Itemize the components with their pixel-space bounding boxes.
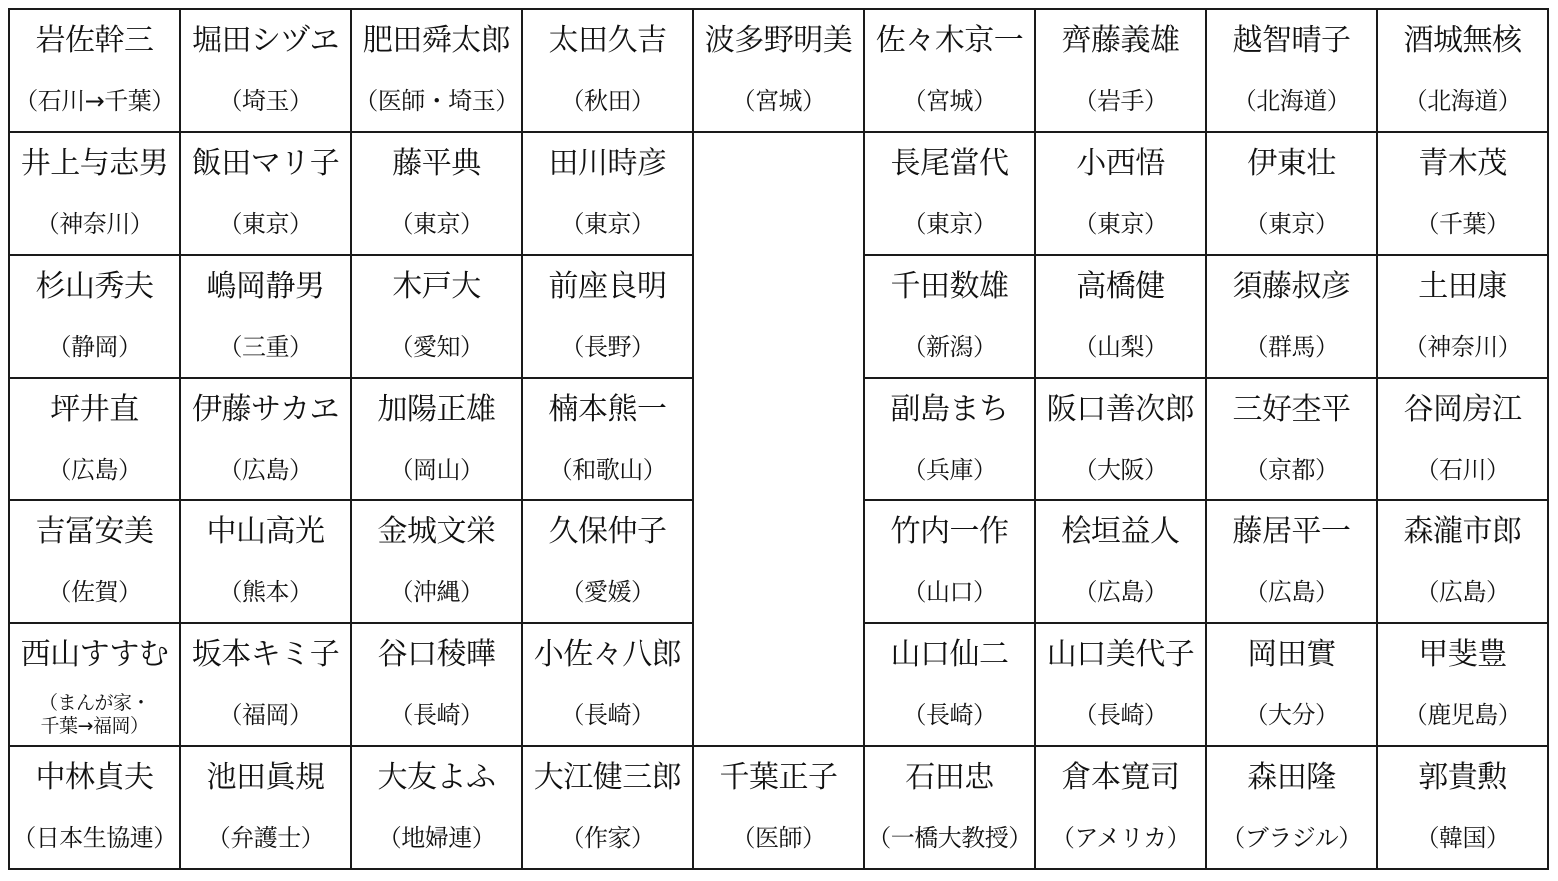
name-cell (351, 9, 522, 132)
name-cell (9, 623, 180, 746)
person-affiliation: （岡山） (389, 455, 484, 484)
person-name: 千葉正子 (719, 760, 838, 796)
name-cell (1377, 255, 1548, 378)
person-name: 郭貴勲 (1418, 760, 1507, 796)
person-affiliation: （日本生協連） (12, 824, 177, 853)
person-name: 長尾當代 (890, 145, 1009, 181)
person-name: 竹内一作 (890, 514, 1009, 550)
person-name: 嶋岡静男 (206, 268, 325, 304)
person-affiliation: （広島） (218, 455, 313, 484)
person-affiliation: （医師） (731, 824, 826, 853)
person-affiliation: （静岡） (47, 332, 142, 361)
person-name: 齊藤義雄 (1061, 23, 1180, 58)
name-cell (864, 746, 1035, 869)
person-affiliation: （宮城） (902, 87, 997, 115)
person-affiliation: （神奈川） (1403, 332, 1522, 361)
name-cell (522, 500, 693, 623)
person-name: 須藤叔彦 (1232, 268, 1351, 304)
person-affiliation: （作家） (560, 824, 655, 853)
person-name: 大江健三郎 (533, 760, 682, 796)
name-cell (1377, 623, 1548, 746)
name-cell (864, 255, 1035, 378)
name-cell (1206, 746, 1377, 869)
name-cell (9, 132, 180, 255)
name-cell (864, 132, 1035, 255)
name-cell (180, 378, 351, 501)
person-name: 越智晴子 (1232, 23, 1351, 58)
name-cell (9, 500, 180, 623)
person-affiliation: （弁護士） (206, 824, 325, 853)
person-affiliation: （愛知） (389, 332, 484, 361)
person-affiliation: （一橋大教授） (867, 824, 1032, 853)
person-affiliation: （北海道） (1403, 87, 1522, 115)
person-affiliation: （宮城） (731, 87, 826, 115)
person-name: 伊藤サカヱ (192, 391, 339, 427)
name-cell (1035, 255, 1206, 378)
person-name: 阪口善次郎 (1046, 391, 1195, 427)
person-affiliation: （新潟） (902, 332, 997, 361)
name-cell (180, 132, 351, 255)
name-cell (1035, 623, 1206, 746)
person-affiliation: （佐賀） (47, 578, 142, 607)
name-cell (864, 9, 1035, 132)
person-name: 田川時彦 (548, 145, 667, 181)
name-cell (522, 746, 693, 869)
grid-row (9, 132, 1548, 255)
name-cell (351, 746, 522, 869)
person-affiliation: （沖縄） (389, 578, 484, 607)
name-cell (180, 746, 351, 869)
person-affiliation: （東京） (1073, 209, 1168, 238)
person-name: 池田眞規 (206, 760, 325, 796)
person-name: 久保仲子 (548, 514, 667, 550)
person-affiliation: （韓国） (1415, 824, 1510, 853)
person-name: 岩佐幹三 (35, 23, 154, 58)
person-affiliation: （山口） (902, 578, 997, 607)
person-affiliation: （長崎） (902, 701, 997, 730)
person-affiliation: （長崎） (1073, 701, 1168, 730)
person-name: 西山すすむ (20, 637, 169, 673)
person-name: 森田隆 (1247, 760, 1336, 796)
person-affiliation: （鹿児島） (1403, 701, 1522, 730)
person-name: 甲斐豊 (1418, 637, 1507, 673)
name-cell (1035, 132, 1206, 255)
person-name: 木戸大 (392, 268, 481, 304)
person-affiliation: （東京） (218, 209, 313, 238)
name-cell (9, 378, 180, 501)
person-affiliation: （広島） (47, 455, 142, 484)
name-cell (351, 132, 522, 255)
person-name: 藤平典 (392, 145, 481, 181)
person-affiliation: （千葉） (1415, 209, 1510, 238)
person-name: 山口仙二 (890, 637, 1009, 673)
person-name: 井上与志男 (20, 145, 169, 181)
person-affiliation: （アメリカ） (1050, 824, 1191, 853)
name-cell (522, 378, 693, 501)
grid-body (9, 9, 1548, 869)
person-affiliation: （岩手） (1073, 87, 1168, 115)
person-affiliation: （埼玉） (218, 87, 313, 115)
name-cell (351, 255, 522, 378)
name-cell (180, 500, 351, 623)
person-affiliation: （東京） (902, 209, 997, 238)
empty-merged-cell (693, 132, 864, 746)
name-cell (1206, 255, 1377, 378)
name-cell (9, 255, 180, 378)
name-cell (1377, 378, 1548, 501)
person-affiliation: （大分） (1244, 701, 1339, 730)
person-affiliation: （神奈川） (35, 209, 154, 238)
name-cell (864, 623, 1035, 746)
person-name: 岡田實 (1247, 637, 1336, 673)
person-name: 倉本寛司 (1061, 760, 1180, 796)
person-name: 堀田シヅヱ (192, 23, 339, 58)
name-cell (522, 132, 693, 255)
person-name: 大友よふ (377, 760, 496, 796)
person-name: 波多野明美 (704, 23, 853, 58)
name-cell (180, 9, 351, 132)
person-affiliation: （長崎） (389, 701, 484, 730)
person-affiliation: （東京） (389, 209, 484, 238)
name-cell (351, 500, 522, 623)
name-cell (1206, 132, 1377, 255)
person-name: 石田忠 (905, 760, 994, 796)
person-affiliation: （石川→千葉） (14, 87, 175, 115)
person-affiliation: （医師・埼玉） (354, 87, 519, 115)
name-cell (1035, 746, 1206, 869)
person-name: 谷口稜曄 (377, 637, 496, 673)
person-affiliation: （群馬） (1244, 332, 1339, 361)
person-name: 伊東壮 (1247, 145, 1336, 181)
person-name: 桧垣益人 (1061, 514, 1180, 550)
person-affiliation: （ブラジル） (1221, 824, 1362, 853)
person-affiliation: （福岡） (218, 701, 313, 730)
person-affiliation: （京都） (1244, 455, 1339, 484)
person-affiliation: （広島） (1073, 578, 1168, 607)
person-name: 谷岡房江 (1403, 391, 1522, 427)
name-cell (1035, 9, 1206, 132)
person-affiliation: （長野） (560, 332, 655, 361)
person-name: 小佐々八郎 (533, 637, 682, 673)
name-cell (864, 378, 1035, 501)
person-affiliation: （北海道） (1232, 87, 1351, 115)
person-affiliation: （三重） (218, 332, 313, 361)
person-name: 楠本熊一 (548, 391, 667, 427)
person-affiliation: （まんが家・ 千葉→福岡） (38, 692, 150, 738)
person-name: 藤居平一 (1232, 514, 1351, 550)
name-cell (864, 500, 1035, 623)
person-name: 千田数雄 (890, 268, 1009, 304)
name-cell (1377, 746, 1548, 869)
person-name: 坂本キミ子 (191, 637, 340, 673)
name-cell (693, 746, 864, 869)
person-name: 土田康 (1418, 268, 1507, 304)
name-cell (1206, 9, 1377, 132)
person-name: 小西悟 (1076, 145, 1165, 181)
person-name: 前座良明 (548, 268, 667, 304)
name-cell (180, 255, 351, 378)
person-name: 太田久吉 (548, 23, 667, 58)
person-affiliation: （広島） (1244, 578, 1339, 607)
person-affiliation: （山梨） (1073, 332, 1168, 361)
person-name: 肥田舜太郎 (362, 23, 511, 58)
person-name: 金城文栄 (377, 514, 496, 550)
name-cell (1206, 500, 1377, 623)
person-name: 三好杢平 (1232, 391, 1351, 427)
grid-row (9, 9, 1548, 132)
person-affiliation: （東京） (560, 209, 655, 238)
person-name: 高橋健 (1076, 268, 1165, 304)
person-affiliation: （秋田） (560, 87, 655, 115)
name-cell (9, 9, 180, 132)
person-name: 飯田マリ子 (191, 145, 340, 181)
name-cell (522, 255, 693, 378)
name-cell (1035, 500, 1206, 623)
name-cell (9, 746, 180, 869)
name-cell (1206, 378, 1377, 501)
person-affiliation: （兵庫） (902, 455, 997, 484)
person-affiliation: （大阪） (1073, 455, 1168, 484)
name-cell (1206, 623, 1377, 746)
person-affiliation: （地婦連） (377, 824, 496, 853)
name-cell (180, 623, 351, 746)
name-cell (1377, 132, 1548, 255)
person-name: 坪井直 (50, 391, 139, 427)
person-name: 青木茂 (1418, 145, 1507, 181)
person-name: 森瀧市郎 (1403, 514, 1522, 550)
grid-row (9, 746, 1548, 869)
name-cell (1377, 9, 1548, 132)
person-affiliation: （石川） (1415, 455, 1510, 484)
name-grid (8, 8, 1549, 870)
person-name: 杉山秀夫 (35, 268, 154, 304)
name-cell (1035, 378, 1206, 501)
person-name: 酒城無核 (1403, 23, 1522, 58)
person-affiliation: （長崎） (560, 701, 655, 730)
person-name: 山口美代子 (1046, 637, 1195, 673)
name-cell (351, 378, 522, 501)
person-name: 吉冨安美 (35, 514, 154, 550)
person-affiliation: （愛媛） (560, 578, 655, 607)
name-cell (522, 9, 693, 132)
name-cell (1377, 500, 1548, 623)
person-name: 副島まち (890, 391, 1009, 427)
person-affiliation: （東京） (1244, 209, 1339, 238)
person-name: 中林貞夫 (35, 760, 154, 796)
name-cell (351, 623, 522, 746)
person-name: 中山高光 (206, 514, 325, 550)
name-cell (522, 623, 693, 746)
person-name: 加陽正雄 (377, 391, 496, 427)
person-affiliation: （和歌山） (548, 455, 667, 484)
person-affiliation: （熊本） (218, 578, 313, 607)
person-name: 佐々木京一 (875, 23, 1024, 58)
name-cell (693, 9, 864, 132)
person-affiliation: （広島） (1415, 578, 1510, 607)
